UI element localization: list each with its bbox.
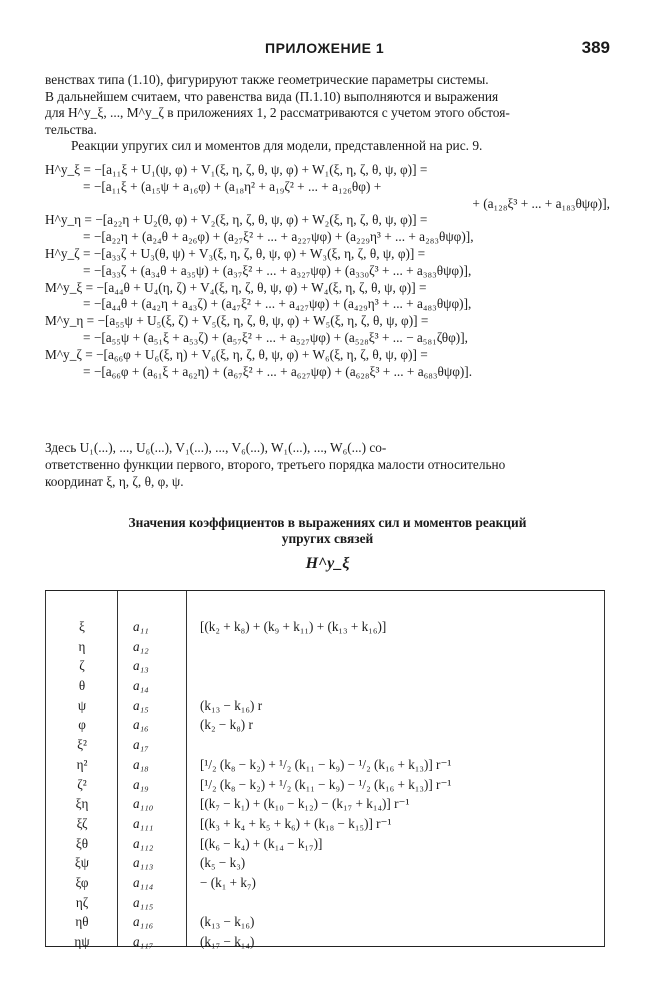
functions-note [45, 440, 607, 490]
cell-value: (k₁₃ − k₁₆) r [200, 697, 263, 713]
cell-coefficient: a₁₆ [133, 717, 149, 733]
cell-value: [(k₇ − k₁) + (k₁₀ − k₁₂) − (k₁₇ + k₁₄)] r⁻¹ [200, 796, 410, 812]
table-row [45, 816, 605, 836]
equation-line: H^y_η = −[a₂₂η + U₂(θ, φ) + V₂(ξ, η, ζ, θ, ψ, φ) + W₂(ξ, η, ζ, θ, ψ, φ)] = [45, 212, 428, 228]
page-header [50, 38, 610, 60]
coefficient-table [45, 590, 605, 947]
table-row [45, 619, 605, 639]
equation-line: = −[a₄₄θ + (a₄₂η + a₄₃ζ) + (a₄₇ξ² + ... + a₄₂₇ψφ) + (a₄₂₉η³ + ... + a₄₈₃θψφ)], [83, 296, 472, 312]
table-heading-line: Значения коэффициентов в выражениях сил и моментов реакций [128, 515, 527, 530]
cell-coefficient: a₁₁₁ [133, 815, 154, 831]
intro-line: Реакции упругих сил и моментов для модели, представленной на рис. 9. [71, 138, 483, 153]
cell-coefficient: a₁₁₆ [133, 914, 154, 930]
intro-paragraph [45, 72, 605, 155]
table-row [45, 717, 605, 737]
cell-value: (k₁₇ − k₁₄) [200, 934, 255, 949]
intro-line: В дальнейшем считаем, что равенства вида (П.1.10) выполняются и выражения [45, 88, 499, 104]
cell-variable: η [78, 638, 86, 654]
intro-line: тельства. [45, 121, 97, 137]
intro-line: для H^y_ξ, ..., M^y_ζ в приложениях 1, 2 рассматриваются с учетом этого обстоя- [45, 105, 510, 120]
cell-coefficient: a₁₁₂ [133, 835, 154, 851]
cell-value: − (k₁ + k₇) [200, 874, 256, 890]
cell-coefficient: a₁₈ [133, 756, 149, 772]
cell-value: [¹/₂ (k₈ − k₂) + ¹/₂ (k₁₁ − k₉) − ¹/₂ (k₁₆ + k₁₃)] r⁻¹ [200, 776, 452, 792]
table-row [45, 875, 605, 895]
table-row [45, 836, 605, 856]
note-line: ответственно функции первого, второго, третьего порядка малости относительно [45, 456, 506, 472]
cell-variable: θ [78, 678, 86, 694]
equation-line: = −[a₂₂η + (a₂₄θ + a₂₆φ) + (a₂₇ξ² + ... + a₂₂₇ψφ) + (a₂₂₉η³ + ... + a₂₈₃θψφ)], [83, 229, 474, 245]
equations-block [45, 162, 610, 380]
cell-variable: ζ² [77, 776, 87, 792]
cell-variable: ηζ [75, 894, 89, 910]
cell-variable: ξθ [75, 835, 89, 851]
cell-variable: ξη [75, 796, 89, 812]
cell-variable: ξψ [74, 855, 90, 871]
cell-coefficient: a₁₉ [133, 776, 149, 792]
equation-line: = −[a₁₁ξ + (a₁₅ψ + a₁₆φ) + (a₁₈η² + a₁₉ζ² + ... + a₁₂₆θφ) + [83, 178, 382, 194]
table-body [45, 619, 605, 954]
table-row [45, 658, 605, 678]
table-heading-line: упругих связей [281, 531, 374, 546]
cell-coefficient: a₁₁₃ [133, 855, 154, 871]
cell-variable: φ [78, 717, 86, 733]
cell-variable: ζ [79, 658, 85, 674]
cell-value: [(k₃ + k₄ + k₅ + k₆) + (k₁₈ − k₁₅)] r⁻¹ [200, 815, 392, 831]
cell-value: (k₅ − k₃) [200, 855, 246, 871]
cell-variable: ψ [77, 697, 87, 713]
table-row [45, 777, 605, 797]
equation-line: H^y_ζ = −[a₃₃ζ + U₃(θ, ψ) + V₃(ξ, η, ζ, θ, ψ, φ) + W₃(ξ, η, ζ, θ, ψ, φ)] = [45, 245, 426, 261]
cell-value: [(k₂ + k₈) + (k₉ + k₁₁) + (k₁₃ + k₁₆)] [200, 619, 387, 634]
table-row [45, 737, 605, 757]
table-subheading: H^y_ξ [305, 555, 350, 572]
equation-line: + (a₁₂₈ξ³ + ... + a₁₈₃θψφ)], [472, 195, 610, 211]
table-row [45, 934, 605, 954]
table-heading [45, 515, 610, 547]
cell-coefficient: a₁₁₀ [133, 796, 154, 812]
table-row [45, 678, 605, 698]
cell-coefficient: a₁₂ [133, 638, 149, 654]
cell-value: (k₂ − k₈) r [200, 717, 253, 733]
cell-coefficient: a₁₁ [133, 619, 149, 634]
table-row [45, 757, 605, 777]
cell-variable: ξζ [76, 815, 88, 831]
table-row [45, 895, 605, 915]
cell-variable: ηθ [75, 914, 89, 930]
cell-coefficient: a₁₁₅ [133, 894, 154, 910]
equation-line: = −[a₅₅ψ + (a₅₁ξ + a₅₃ζ) + (a₅₇ξ² + ... + a₅₂₇ψφ) + (a₅₂₈ξ³ + ... − a₅₈₁ζθφ)], [83, 329, 468, 345]
table-row [45, 698, 605, 718]
equation-line: H^y_ξ = −[a₁₁ξ + U₁(ψ, φ) + V₁(ξ, η, ζ, θ, ψ, φ) + W₁(ξ, η, ζ, θ, ψ, φ)] = [45, 162, 428, 177]
note-line: Здесь U₁(...), ..., U₆(...), V₁(...), ..., V₆(...), W₁(...), ..., W₆(...) со- [45, 440, 387, 455]
cell-coefficient: a₁₇ [133, 737, 149, 753]
equation-line: = −[a₃₃ζ + (a₃₄θ + a₃₅ψ) + (a₃₇ξ² + ... + a₃₂₇ψφ) + (a₃₃₀ζ³ + ... + a₃₈₃θψφ)], [83, 262, 472, 278]
intro-line: венствах типа (1.10), фигурируют также геометрические параметры системы. [45, 72, 489, 87]
cell-value: [(k₆ − k₄) + (k₁₄ − k₁₇)] [200, 835, 323, 851]
cell-coefficient: a₁₃ [133, 658, 149, 674]
table-row [45, 914, 605, 934]
cell-coefficient: a₁₁₇ [133, 934, 154, 949]
running-title: ПРИЛОЖЕНИЕ 1 [265, 40, 385, 56]
cell-coefficient: a₁₄ [133, 678, 149, 694]
cell-value: (k₁₃ − k₁₆) [200, 914, 255, 930]
cell-value: [¹/₂ (k₈ − k₂) + ¹/₂ (k₁₁ − k₉) − ¹/₂ (k₁₆ + k₁₃)] r⁻¹ [200, 756, 452, 772]
equation-line: M^y_ζ = −[a₆₆φ + U₆(ξ, η) + V₆(ξ, η, ζ, θ, ψ, φ) + W₆(ξ, η, ζ, θ, ψ, φ)] = [45, 346, 428, 362]
table-row [45, 639, 605, 659]
equation-line: M^y_ξ = −[a₄₄θ + U₄(η, ζ) + V₄(ξ, η, ζ, θ, ψ, φ) + W₄(ξ, η, ζ, θ, ψ, φ)] = [45, 279, 427, 295]
cell-variable: ηψ [74, 934, 90, 949]
equation-line: M^y_η = −[a₅₅ψ + U₅(ξ, ζ) + V₅(ξ, η, ζ, θ, ψ, φ) + W₅(ξ, η, ζ, θ, ψ, φ)] = [45, 313, 429, 329]
cell-variable: ξφ [75, 874, 89, 890]
cell-coefficient: a₁₅ [133, 697, 149, 713]
page-number: 389 [581, 38, 610, 57]
cell-variable: ξ [79, 619, 85, 634]
table-row [45, 796, 605, 816]
note-line: координат ξ, η, ζ, θ, φ, ψ. [45, 473, 184, 489]
equation-line: = −[a₆₆φ + (a₆₁ξ + a₆₂η) + (a₆₇ξ² + ... + a₆₂₇ψφ) + (a₆₂₈ξ³ + ... + a₆₈₃θψφ)]. [83, 363, 473, 379]
cell-variable: ξ² [77, 737, 87, 753]
table-row [45, 855, 605, 875]
cell-variable: η² [76, 756, 88, 772]
cell-coefficient: a₁₁₄ [133, 874, 154, 890]
